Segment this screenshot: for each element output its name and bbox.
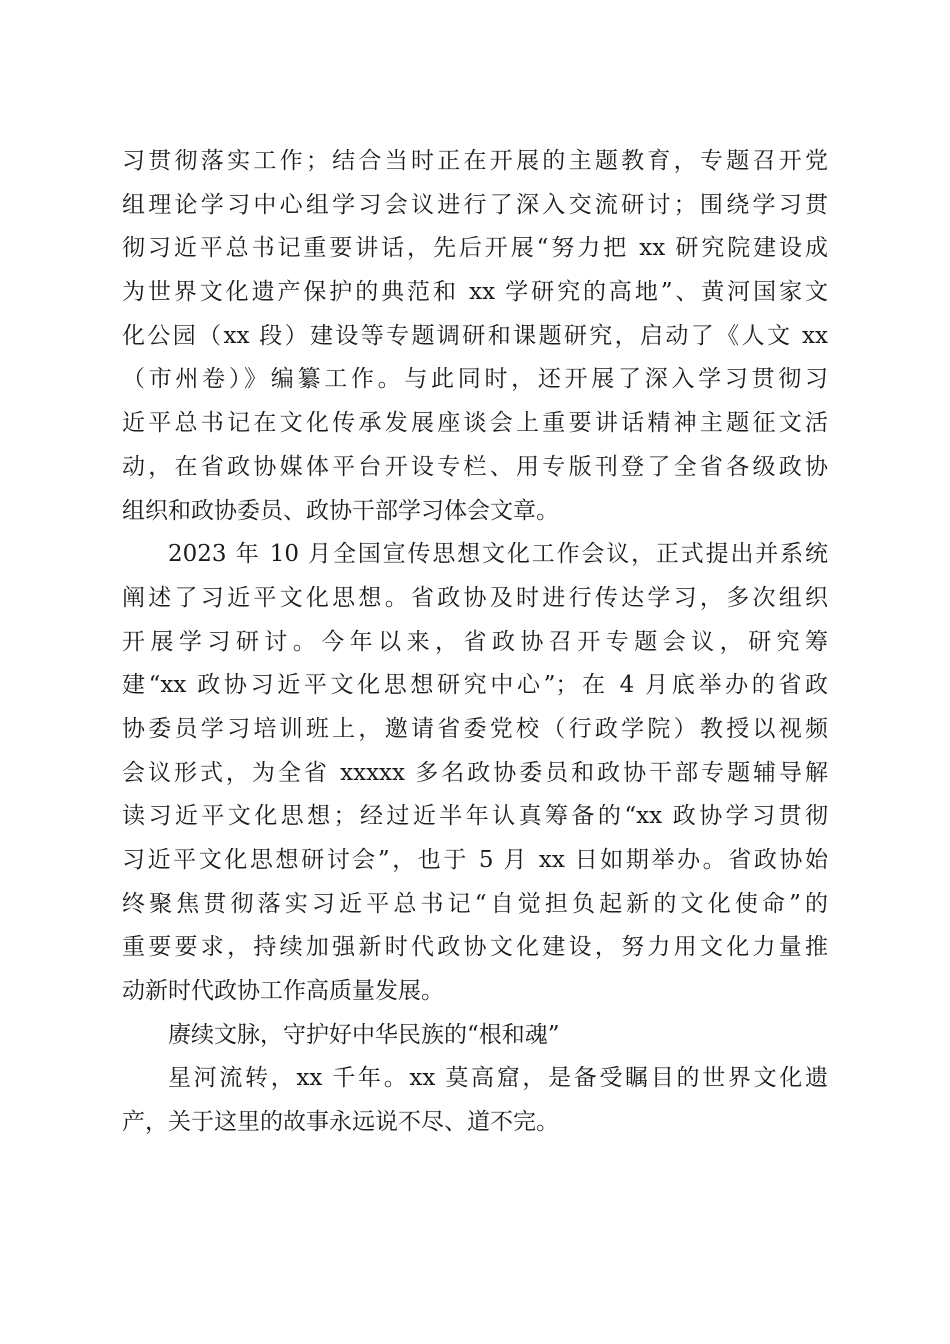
paragraph [122, 533, 828, 1014]
document-body [122, 140, 828, 1145]
text-line: （市州卷）》编纂工作。与此同时，还开展了深入学习贯彻习 [122, 366, 828, 393]
text-line: 为世界文化遗产保护的典范和 xx 学研究的高地”、黄河国家文 [122, 279, 828, 306]
text-line: 习贯彻落实工作；结合当时正在开展的主题教育，专题召开党 [122, 148, 828, 174]
section-heading [122, 1014, 828, 1058]
text-line: 建“xx 政协习近平文化思想研究中心”；在 4 月底举办的省政 [122, 672, 828, 699]
text-line: 阐述了习近平文化思想。省政协及时进行传达学习，多次组织 [122, 584, 828, 611]
text-line: 动新时代政协工作高质量发展。 [122, 978, 444, 1005]
text-line: 组理论学习中心组学习会议进行了深入交流研讨；围绕学习贯 [122, 191, 828, 218]
text-line: 会议形式，为全省 xxxxx 多名政协委员和政协干部专题辅导解 [122, 759, 828, 786]
text-line: 2023 年 10 月全国宣传思想文化工作会议，正式提出并系统 [168, 541, 828, 568]
text-line: 化公园（xx 段）建设等专题调研和课题研究，启动了《人文 xx [122, 322, 828, 349]
text-line: 读习近平文化思想；经过近半年认真筹备的“xx 政协学习贯彻 [122, 803, 828, 830]
text-line: 重要要求，持续加强新时代政协文化建设，努力用文化力量推 [122, 934, 828, 961]
text-line: 产，关于这里的故事永远说不尽、道不完。 [122, 1109, 559, 1136]
text-line: 星河流转，xx 千年。xx 莫高窟，是备受瞩目的世界文化遗 [168, 1065, 828, 1092]
text-line: 彻习近平总书记重要讲话，先后开展“努力把 xx 研究院建设成 [122, 235, 828, 262]
paragraph [122, 140, 828, 533]
text-line: 开展学习研讨。今年以来，省政协召开专题会议，研究筹 [122, 628, 828, 655]
text-line: 协委员学习培训班上，邀请省委党校（行政学院）教授以视频 [122, 715, 828, 742]
text-line: 近平总书记在文化传承发展座谈会上重要讲话精神主题征文活 [122, 410, 828, 437]
text-line: 动，在省政协媒体平台开设专栏、用专版刊登了全省各级政协 [122, 453, 828, 480]
text-line: 组织和政协委员、政协干部学习体会文章。 [122, 497, 559, 524]
paragraph [122, 1057, 828, 1144]
heading-line: 赓续文脉，守护好中华民族的“根和魂” [168, 1021, 560, 1048]
text-line: 终聚焦贯彻落实习近平总书记“自觉担负起新的文化使命”的 [122, 890, 828, 917]
text-line: 习近平文化思想研讨会”，也于 5 月 xx 日如期举办。省政协始 [122, 847, 828, 873]
